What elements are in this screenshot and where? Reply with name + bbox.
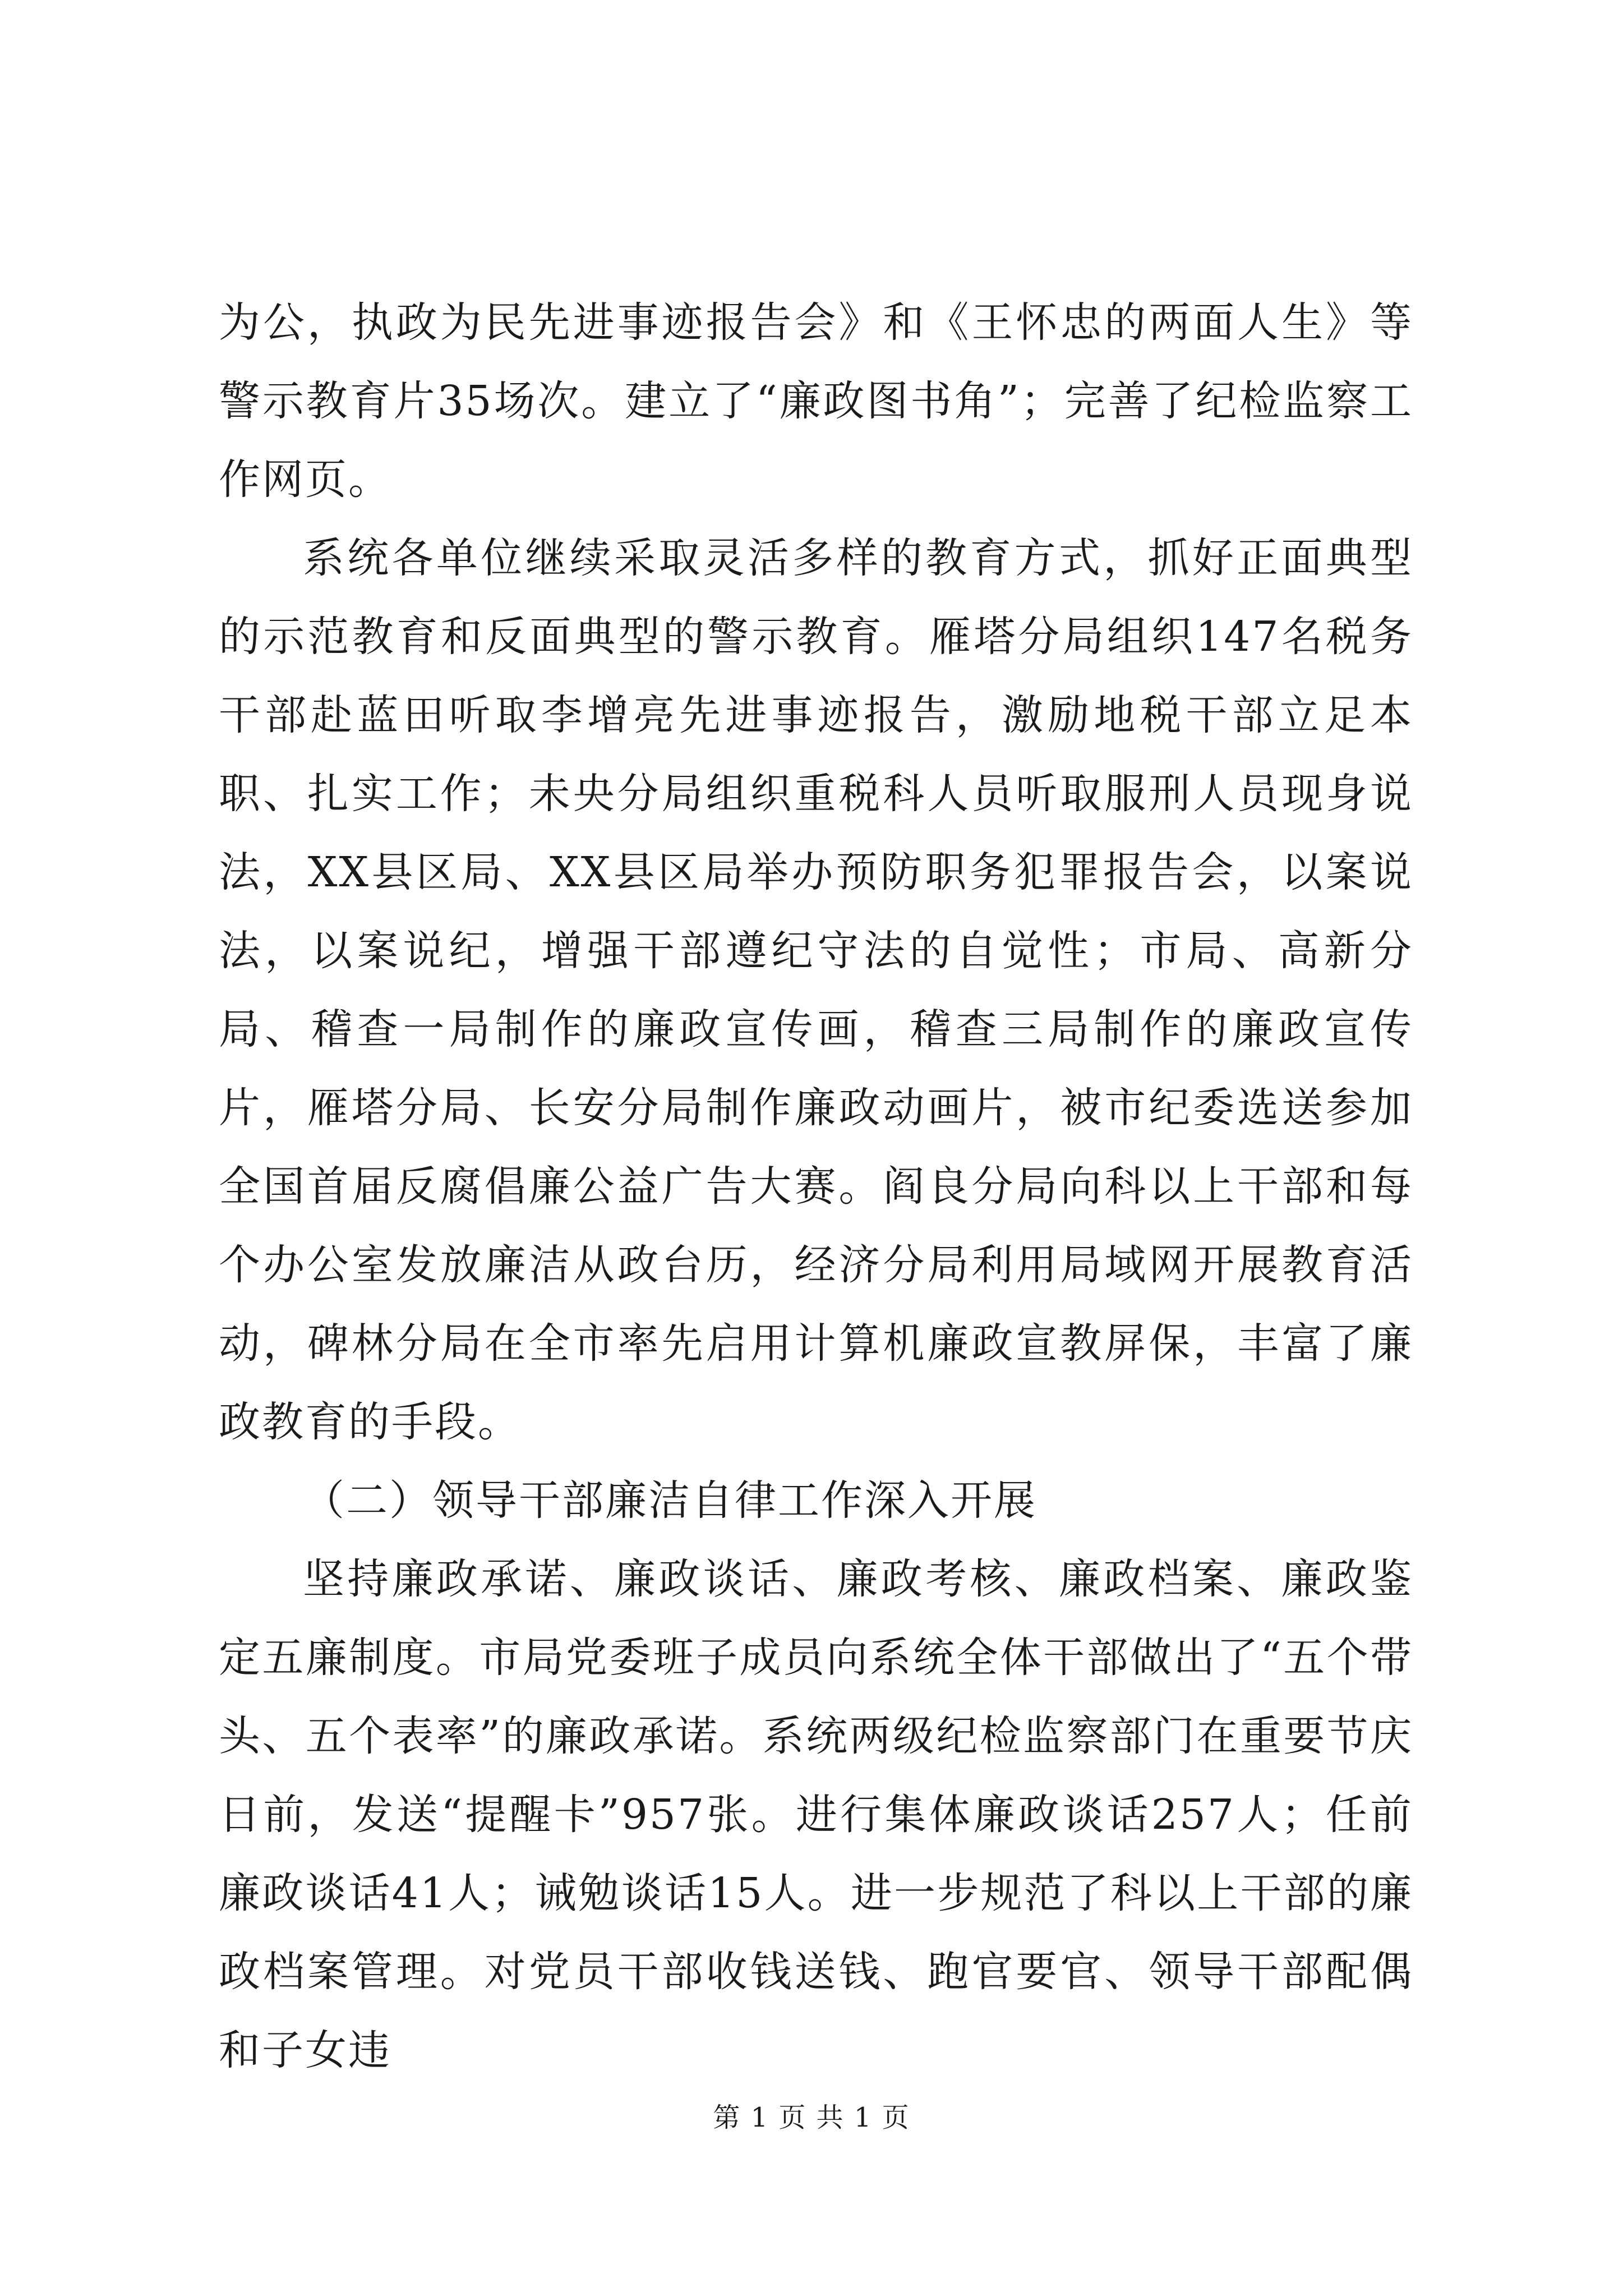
document-body [219,283,1413,2090]
paragraph-continuation: 为公，执政为民先进事迹报告会》和《王怀忠的两面人生》等警示教育片35场次。建立了“廉政图书角”；完善了纪检监察工作网页。 [219,298,1413,504]
page-number-footer: 第 1 页 共 1 页 [713,2102,910,2133]
paragraph-education-methods: 系统各单位继续采取灵活多样的教育方式，抓好正面典型的示范教育和反面典型的警示教育。雁塔分局组织147名税务干部赴蓝田听取李增亮先进事迹报告，激励地税干部立足本职、扎实工作；未央分局组织重税科人员听取服刑人员现身说法，XX县区局、XX县区局举办预防职务犯罪报告会，以案说法，以案说纪，增强干部遵纪守法的自觉性；市局、高新分局、稽查一局制作的廉政宣传画，稽查三局制作的廉政宣传片，雁塔分局、长安分局制作廉政动画片，被市纪委选送参加全国首届反腐倡廉公益广告大赛。阎良分局向科以上干部和每个办公室发放廉洁从政台历，经济分局利用局域网开展教育活动，碑林分局在全市率先启用计算机廉政宣教屏保，丰富了廉政教育的手段。 [219,534,1413,1446]
section-heading: （二）领导干部廉洁自律工作深入开展 [303,1476,1037,1525]
paragraph-self-discipline: 坚持廉政承诺、廉政谈话、廉政考核、廉政档案、廉政鉴定五廉制度。市局党委班子成员向系统全体干部做出了“五个带头、五个表率”的廉政承诺。系统两级纪检监察部门在重要节庆日前，发送“提醒卡”957张。进行集体廉政谈话257人；任前廉政谈话41人；诫勉谈话15人。进一步规范了科以上干部的廉政档案管理。对党员干部收钱送钱、跑官要官、领导干部配偶和子女违 [219,1555,1413,2074]
